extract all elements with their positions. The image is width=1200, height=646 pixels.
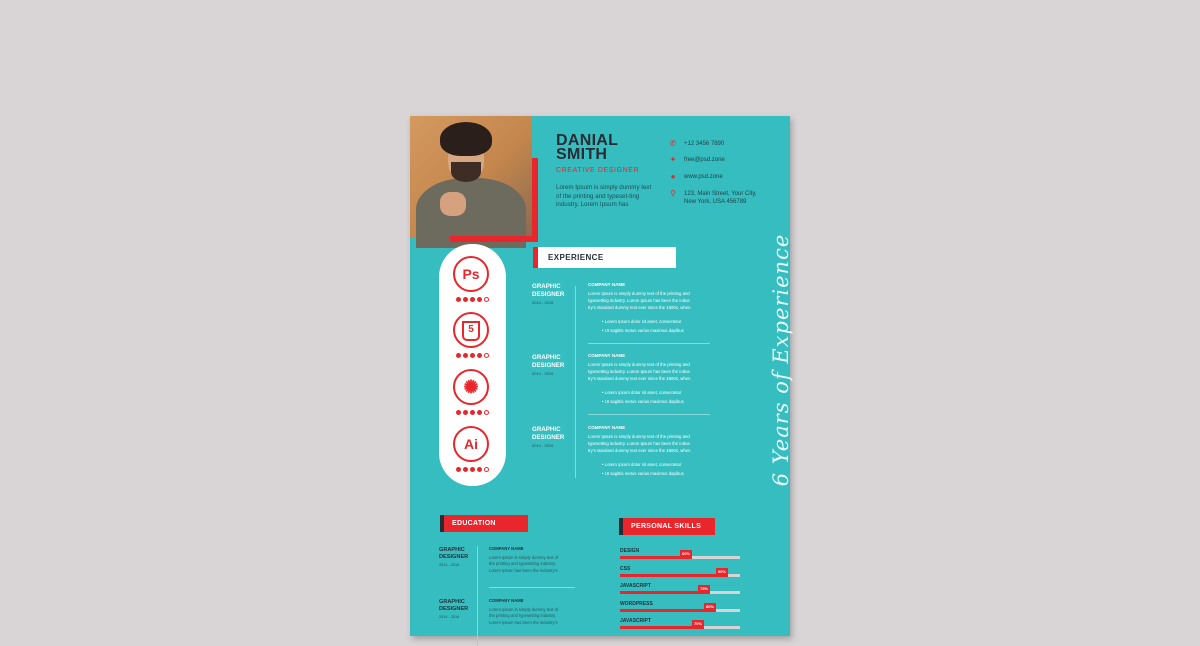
job-separator (588, 343, 710, 344)
job-title: GRAPHIC DESIGNER (532, 283, 565, 298)
skill-label: DESIGN (620, 548, 640, 554)
years-experience-banner: 6 Years of Experience (769, 233, 793, 487)
job-bullet: • Ut sagittis metus varius maximus dapibus (602, 328, 684, 333)
contact-website: www.psd.zone (684, 174, 723, 180)
photoshop-icon: Ps (453, 256, 489, 292)
company-name: COMPANY NAME (588, 282, 626, 287)
skill-bar-fill (620, 609, 716, 612)
tool-level-dots (456, 410, 492, 416)
skill-percent-badge: 60% (681, 551, 690, 556)
job-dates: 2014 - 2016 (532, 443, 554, 448)
job-description: Lorem Ipsum is simply dummy text of the printing and typesetting industry. Lorem Ipsum has been the indus try's standard dummy text ever since the 1500s, when (588, 434, 691, 453)
contact-twitter: free@psd.zone (684, 157, 725, 163)
skill-bar-fill (620, 574, 728, 577)
skill-label: WORDPRESS (620, 600, 653, 607)
job-description: Lorem Ipsum is simply dummy text of the printing and typesetting industry. Lorem Ipsum has been the indus try's standard dummy text ever since the 1500s, when (588, 291, 691, 310)
tool-level-dots (456, 353, 492, 359)
globe-icon: ● (670, 172, 676, 181)
education-description: Lorem Ipsum is simply dummy text of the printing and typesetting industry. Lorem Ipsum has been the industry's (489, 555, 559, 573)
tool-level-dots (456, 297, 492, 303)
education-company: COMPANY NAME (489, 546, 524, 551)
contact-phone: +12 3456 7890 (684, 141, 725, 147)
photo-accent-vertical (532, 158, 538, 242)
personal-skills-heading: PERSONAL SKILLS (619, 518, 715, 535)
experience-heading: EXPERIENCE (533, 247, 676, 268)
skill-bar-fill (620, 591, 710, 594)
education-dates: 2014 - 2016 (439, 615, 460, 619)
skill-percent-badge: 75% (699, 586, 708, 591)
location-pin-icon: ⚲ (670, 189, 676, 198)
job-dates: 2014 - 2016 (532, 371, 554, 376)
experience-timeline (575, 286, 576, 478)
aperture-icon: ✺ (453, 369, 489, 405)
education-description: Lorem Ipsum is simply dummy text of the printing and typesetting industry. Lorem Ipsum has been the industry's (489, 607, 559, 625)
job-bullet: • Lorem Ipsum dolor sit amet, consectetur (602, 319, 682, 324)
job-bullet: • Ut sagittis metus varius maximus dapibus (602, 399, 684, 404)
company-name: COMPANY NAME (588, 425, 626, 430)
photo-accent-horizontal (450, 236, 538, 242)
company-name: COMPANY NAME (588, 353, 626, 358)
education-dates: 2014 - 2016 (439, 563, 460, 567)
tools-panel (439, 244, 506, 486)
job-dates: 2014 - 2016 (532, 300, 554, 305)
job-separator (588, 414, 710, 415)
skill-label: JAVASCRIPT (620, 618, 651, 624)
skill-label: JAVASCRIPT (620, 583, 651, 589)
skill-label: CSS (620, 565, 631, 572)
job-bullet: • Lorem Ipsum dolor sit amet, consectetur (602, 462, 682, 467)
skill-percent-badge: 90% (717, 568, 726, 574)
contact-address: 123, Main Street, Your City, New York, USA 456789 (684, 191, 757, 205)
about-text: Lorem Ipsum is simply dummy text of the printing and typeset-ting industry. Lorem Ipsum has (556, 184, 652, 209)
job-bullet: • Ut sagittis metus varius maximus dapibus (602, 471, 684, 476)
job-description: Lorem Ipsum is simply dummy text of the printing and typesetting industry. Lorem Ipsum has been the indus try's standard dummy text ever since the 1500s, when (588, 362, 691, 381)
candidate-role: CREATIVE DESIGNER (556, 167, 640, 174)
phone-icon: ✆ (669, 139, 677, 148)
education-heading: EDUCATION (440, 515, 528, 532)
html5-icon: 5 (453, 312, 489, 348)
education-timeline (477, 546, 478, 646)
skill-percent-badge: 70% (693, 621, 702, 626)
education-company: COMPANY NAME (489, 598, 524, 603)
job-title: GRAPHIC DESIGNER (532, 426, 565, 441)
education-separator (489, 587, 575, 588)
tool-level-dots (456, 467, 492, 473)
profile-photo (410, 116, 532, 238)
skill-percent-badge: 80% (705, 603, 714, 609)
education-title: GRAPHIC DESIGNER (439, 547, 469, 560)
job-title: GRAPHIC DESIGNER (532, 354, 565, 369)
candidate-name: DANIAL SMITH (556, 132, 619, 163)
illustrator-icon: Ai (453, 426, 489, 462)
job-bullet: • Lorem Ipsum dolor sit amet, consectetur (602, 390, 682, 395)
education-title: GRAPHIC DESIGNER (439, 599, 469, 612)
twitter-icon: ✦ (669, 155, 677, 164)
resume-page (410, 116, 793, 636)
